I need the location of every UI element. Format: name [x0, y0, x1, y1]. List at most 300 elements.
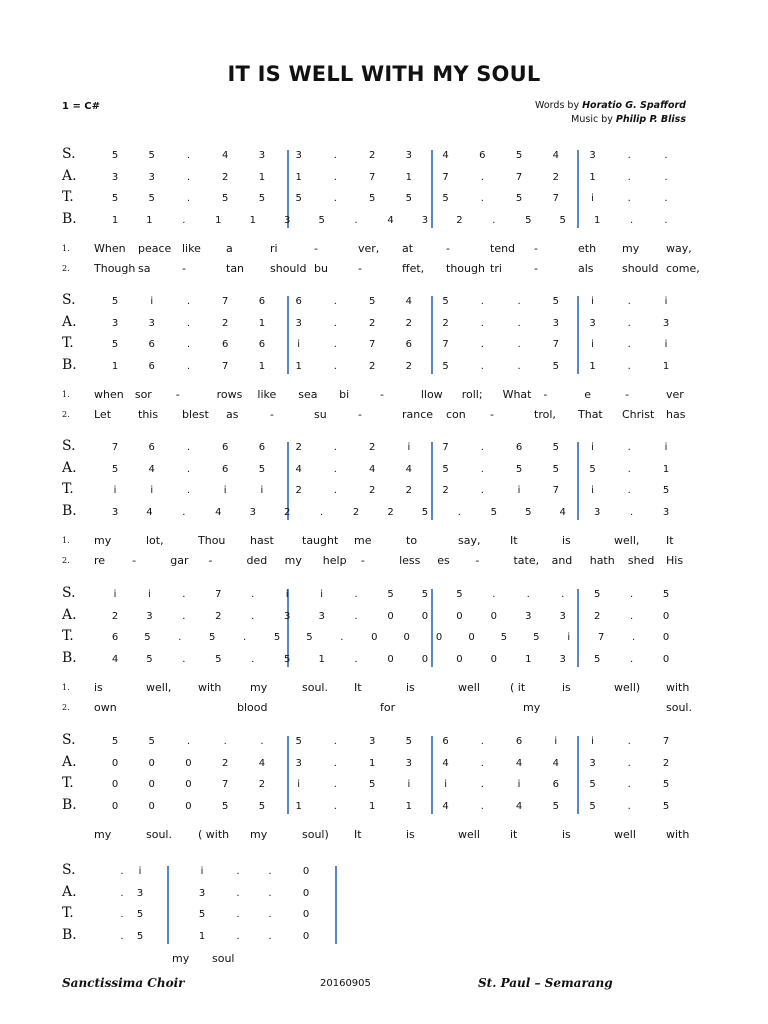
- lyric-syllable: taught: [302, 534, 339, 547]
- note: 3: [405, 150, 413, 161]
- note: .: [268, 887, 272, 899]
- note: .: [268, 909, 272, 920]
- note: 7: [442, 171, 449, 183]
- note: 4: [387, 214, 394, 226]
- footer-date: 20160905: [320, 978, 371, 989]
- lyric-syllable: way,: [666, 242, 692, 255]
- lyric-syllable: is: [562, 534, 571, 547]
- note: 6: [222, 463, 229, 475]
- note: .: [664, 214, 668, 226]
- note: 1: [368, 800, 376, 812]
- note: 0: [490, 653, 497, 665]
- note: 5: [222, 193, 229, 204]
- lyric-syllable: say,: [458, 534, 481, 547]
- note: 3: [295, 317, 302, 329]
- system-4: [0, 585, 768, 729]
- note: .: [182, 214, 186, 226]
- lyric-syllable: It: [510, 534, 518, 547]
- lyric-syllable: hath: [589, 554, 615, 567]
- note: i: [113, 589, 117, 600]
- note: .: [186, 193, 191, 204]
- note: 0: [148, 800, 155, 812]
- note: .: [333, 296, 337, 307]
- lyric-syllable: It: [354, 828, 362, 841]
- voice-label: T.: [62, 335, 74, 351]
- lyric-syllable: my: [94, 534, 112, 547]
- voice-label: T.: [62, 905, 74, 921]
- note: 0: [302, 866, 310, 877]
- note: 6: [222, 442, 229, 453]
- lyric-syllable: Though: [94, 262, 136, 275]
- lyric-syllable: a: [226, 242, 233, 255]
- lyric-syllable: less: [399, 554, 421, 567]
- lyric-syllable: ffet,: [402, 262, 425, 275]
- voice-label: B.: [62, 926, 77, 943]
- note: .: [251, 653, 255, 665]
- note: .: [627, 757, 631, 769]
- note: 4: [442, 800, 449, 812]
- note: 5: [552, 360, 559, 372]
- note: .: [354, 214, 358, 226]
- note: 2: [368, 360, 376, 372]
- note: i: [320, 589, 324, 600]
- key-signature: 1 = C#: [62, 101, 101, 112]
- note: 0: [185, 800, 192, 812]
- note: .: [517, 317, 521, 329]
- note: .: [664, 150, 668, 161]
- lyric-syllable: as: [226, 408, 239, 421]
- note: 5: [490, 506, 497, 518]
- note: 5: [258, 193, 266, 204]
- note: .: [333, 757, 337, 769]
- note: 5: [552, 463, 559, 475]
- lyric-syllable: well: [458, 681, 480, 694]
- note: 5: [442, 296, 449, 307]
- note: i: [138, 866, 142, 877]
- note: 4: [215, 506, 222, 518]
- lyric-syllable: my: [284, 554, 302, 567]
- lyric-syllable: own: [94, 701, 117, 714]
- note: .: [480, 779, 484, 790]
- voice-label: A.: [62, 606, 77, 623]
- note: i: [591, 296, 594, 307]
- note: 5: [258, 800, 266, 812]
- note: 3: [111, 171, 119, 183]
- note: 2: [593, 610, 601, 622]
- voice-label: T.: [62, 628, 74, 644]
- note: 5: [146, 653, 153, 665]
- note: 0: [302, 930, 310, 942]
- note: .: [629, 589, 634, 600]
- lyric-syllable: e: [584, 388, 592, 401]
- lyric-syllable: -: [625, 388, 630, 401]
- lyric-syllable: soul: [212, 952, 235, 965]
- page-title: IT IS WELL WITH MY SOUL: [227, 62, 541, 86]
- lyric-syllable: for: [380, 701, 396, 714]
- note: .: [629, 610, 634, 622]
- note: 3: [405, 757, 413, 769]
- note: .: [517, 360, 521, 372]
- lyric-syllable: tate,: [513, 554, 540, 567]
- note: 1: [198, 930, 206, 942]
- note: .: [627, 339, 631, 350]
- note: 0: [662, 653, 670, 665]
- note: 2: [258, 779, 266, 790]
- music-author: Philip P. Bliss: [615, 114, 686, 125]
- note: 5: [111, 463, 119, 475]
- note: .: [480, 757, 484, 769]
- note: 2: [552, 171, 559, 183]
- note: .: [268, 866, 272, 877]
- lyric-syllable: soul.: [666, 701, 692, 714]
- verse-number: 1.: [62, 536, 70, 545]
- system-5: [0, 732, 768, 876]
- note: .: [627, 779, 631, 790]
- note: 1: [318, 653, 325, 665]
- voice-label: A.: [62, 459, 77, 476]
- note: 3: [589, 317, 596, 329]
- note: i: [591, 736, 594, 747]
- credits: [535, 99, 686, 127]
- note: 3: [662, 317, 670, 329]
- note: 2: [368, 485, 376, 496]
- lyric-syllable: sea: [298, 388, 318, 401]
- note: 5: [387, 589, 394, 600]
- lyric-syllable: -: [208, 554, 213, 567]
- note: 5: [593, 653, 601, 665]
- note: 3: [148, 317, 155, 329]
- note: .: [186, 296, 191, 307]
- note: .: [333, 360, 337, 372]
- voice-label: B.: [62, 502, 77, 519]
- lyric-syllable: well: [458, 828, 480, 841]
- lyric-syllable: Christ: [622, 408, 655, 421]
- note: 0: [421, 653, 429, 665]
- note: .: [627, 463, 631, 475]
- note: i: [664, 339, 668, 350]
- note: 2: [352, 506, 360, 518]
- note: 0: [111, 757, 119, 769]
- lyric-syllable: hast: [250, 534, 274, 547]
- note: 1: [295, 360, 302, 372]
- note: .: [223, 736, 227, 747]
- lyric-syllable: ( with: [198, 828, 230, 841]
- note: 6: [111, 632, 119, 643]
- note: 5: [515, 150, 523, 161]
- note: 0: [148, 757, 155, 769]
- lyric-syllable: well,: [146, 681, 172, 694]
- verse-number: 2.: [62, 556, 70, 565]
- note: i: [148, 589, 151, 600]
- verse-number: 2.: [62, 264, 70, 273]
- lyric-syllable: soul.: [146, 828, 172, 841]
- lyric-syllable: my: [172, 952, 190, 965]
- lyric-syllable: rows: [216, 388, 243, 401]
- lyric-syllable: What: [502, 388, 532, 401]
- lyric-syllable: blest: [182, 408, 209, 421]
- note: 5: [368, 779, 376, 790]
- note: .: [333, 193, 337, 204]
- note: 4: [442, 757, 449, 769]
- note: .: [480, 360, 484, 372]
- note: 5: [552, 800, 559, 812]
- verse-number: 2.: [62, 703, 70, 712]
- note: 5: [515, 463, 523, 475]
- note: i: [517, 779, 521, 790]
- note: 5: [525, 214, 532, 226]
- note: .: [251, 610, 255, 622]
- music-credit: Music by Philip P. Bliss: [571, 114, 686, 125]
- note: .: [561, 589, 565, 600]
- note: .: [480, 736, 484, 747]
- note: .: [186, 339, 191, 350]
- note: .: [251, 589, 255, 600]
- lyric-syllable: sor: [134, 388, 152, 401]
- note: 6: [515, 442, 523, 453]
- note: 6: [405, 339, 413, 350]
- note: .: [243, 632, 247, 643]
- note: .: [629, 506, 634, 518]
- voice-label: A.: [62, 883, 77, 900]
- lyric-syllable: my: [622, 242, 640, 255]
- note: 4: [442, 150, 449, 161]
- note: 1: [593, 214, 601, 226]
- note: 1: [295, 800, 302, 812]
- note: 6: [258, 442, 266, 453]
- note: 1: [111, 360, 119, 372]
- note: 5: [593, 589, 601, 600]
- note: .: [333, 339, 337, 350]
- words-author: Horatio G. Spafford: [582, 100, 686, 111]
- lyric-syllable: ver: [666, 388, 684, 401]
- lyric-syllable: with: [666, 681, 690, 694]
- voice-label: B.: [62, 796, 77, 813]
- note: 4: [405, 463, 413, 475]
- note: 3: [284, 214, 291, 226]
- voice-label: A.: [62, 313, 77, 330]
- note: .: [480, 442, 484, 453]
- note: i: [407, 442, 411, 453]
- note: 1: [258, 360, 266, 372]
- note: 3: [148, 171, 155, 183]
- note: 5: [515, 193, 523, 204]
- note: 5: [258, 463, 266, 475]
- voice-label: A.: [62, 167, 77, 184]
- note: 7: [662, 736, 670, 747]
- lyric-syllable: It: [666, 534, 674, 547]
- note: 5: [111, 193, 119, 204]
- note: .: [627, 296, 631, 307]
- note: 7: [552, 339, 559, 350]
- note: 5: [421, 589, 429, 600]
- lyric-syllable: -: [534, 242, 538, 255]
- note: 5: [111, 296, 119, 307]
- lyric-syllable: well): [614, 681, 641, 694]
- note: 1: [525, 653, 532, 665]
- note: .: [186, 736, 191, 747]
- note: 5: [284, 653, 291, 665]
- lyric-syllable: well: [614, 828, 636, 841]
- voice-label: T.: [62, 775, 74, 791]
- note: i: [554, 736, 558, 747]
- note: .: [492, 214, 496, 226]
- note: .: [236, 887, 240, 899]
- note: .: [517, 296, 521, 307]
- note: .: [333, 463, 337, 475]
- note: 1: [589, 171, 596, 183]
- lyric-syllable: soul): [302, 828, 329, 841]
- lyric-syllable: peace: [138, 242, 172, 255]
- note: 1: [146, 214, 153, 226]
- note: .: [627, 800, 631, 812]
- note: 3: [295, 757, 302, 769]
- note: .: [627, 150, 631, 161]
- lyric-syllable: -: [490, 408, 494, 421]
- note: 0: [456, 610, 463, 622]
- lyric-syllable: llow: [420, 388, 443, 401]
- lyric-syllable: ded: [246, 554, 268, 567]
- lyric-syllable: ver,: [358, 242, 380, 255]
- note: 3: [421, 214, 429, 226]
- note: i: [517, 485, 521, 496]
- verse-number: 1.: [62, 683, 70, 692]
- lyric-syllable: tan: [226, 262, 245, 275]
- voice-label: T.: [62, 481, 74, 497]
- verse-number: 1.: [62, 390, 70, 399]
- note: 5: [442, 463, 449, 475]
- note: 3: [559, 610, 566, 622]
- lyric-syllable: Thou: [198, 534, 226, 547]
- note: .: [492, 589, 496, 600]
- lyric-syllable: It: [354, 681, 362, 694]
- voice-label: S.: [62, 438, 76, 454]
- lyric-syllable: with: [198, 681, 222, 694]
- note: 3: [111, 506, 119, 518]
- note: 2: [222, 317, 229, 329]
- lyric-syllable: -: [380, 388, 384, 401]
- lyric-syllable: -: [175, 388, 180, 401]
- lyric-syllable: -: [132, 554, 137, 567]
- note: .: [480, 485, 484, 496]
- note: 3: [258, 150, 266, 161]
- lyric-syllable: to: [406, 534, 418, 547]
- lyric-syllable: When: [94, 242, 126, 255]
- note: 1: [405, 171, 413, 183]
- lyric-syllable: and: [551, 554, 573, 567]
- note: i: [113, 485, 117, 496]
- note: 5: [306, 632, 313, 643]
- note: .: [480, 800, 484, 812]
- note: 5: [111, 339, 119, 350]
- lyric-syllable: this: [138, 408, 159, 421]
- note: 5: [405, 736, 413, 747]
- note: .: [333, 800, 337, 812]
- lyric-syllable: That: [578, 408, 603, 421]
- note: 0: [111, 800, 119, 812]
- lyric-syllable: gar: [170, 554, 189, 567]
- note: .: [627, 442, 631, 453]
- note: i: [150, 485, 154, 496]
- note: 1: [215, 214, 222, 226]
- note: 5: [148, 736, 155, 747]
- note: 6: [222, 339, 229, 350]
- note: 2: [442, 317, 449, 329]
- note: 3: [146, 610, 153, 622]
- note: 5: [368, 193, 376, 204]
- note: 7: [222, 779, 229, 790]
- lyric-syllable: trol,: [534, 408, 556, 421]
- note: 4: [515, 757, 523, 769]
- voice-label: A.: [62, 753, 77, 770]
- note: .: [320, 506, 324, 518]
- note: .: [664, 193, 668, 204]
- words-credit: Words by Horatio G. Spafford: [535, 100, 686, 111]
- lyric-syllable: su: [314, 408, 327, 421]
- note: 5: [533, 632, 540, 643]
- note: .: [457, 506, 461, 518]
- note: .: [186, 485, 191, 496]
- lyric-syllable: come,: [666, 262, 700, 275]
- note: .: [480, 339, 484, 350]
- note: 3: [559, 653, 566, 665]
- note: 7: [111, 442, 119, 453]
- lyric-syllable: like: [182, 242, 201, 255]
- lyric-syllable: -: [270, 408, 274, 421]
- note: .: [631, 632, 636, 643]
- note: 0: [111, 779, 119, 790]
- note: i: [591, 193, 594, 204]
- note: 5: [589, 800, 596, 812]
- note: 6: [515, 736, 523, 747]
- note: 0: [302, 887, 310, 899]
- note: 3: [295, 150, 302, 161]
- note: .: [526, 589, 530, 600]
- note: i: [444, 779, 447, 790]
- lyric-syllable: my: [250, 681, 268, 694]
- note: .: [120, 930, 124, 942]
- note: .: [186, 442, 191, 453]
- lyric-syllable: -: [358, 262, 362, 275]
- lyric-syllable: als: [578, 262, 594, 275]
- lyric-syllable: -: [543, 388, 548, 401]
- note: 3: [525, 610, 532, 622]
- voice-label: B.: [62, 356, 77, 373]
- voice-label: B.: [62, 210, 77, 227]
- verse-number: 2.: [62, 410, 70, 419]
- note: .: [627, 317, 631, 329]
- lyric-syllable: is: [562, 681, 571, 694]
- note: 2: [405, 485, 413, 496]
- lyric-syllable: at: [402, 242, 414, 255]
- lyric-syllable: re: [94, 554, 106, 567]
- note: .: [186, 171, 191, 183]
- note: 7: [368, 339, 376, 350]
- note: 1: [258, 317, 266, 329]
- note: 5: [662, 485, 670, 496]
- note: 4: [148, 463, 155, 475]
- note: 3: [318, 610, 325, 622]
- note: 7: [368, 171, 376, 183]
- note: .: [236, 930, 240, 942]
- voice-label: S.: [62, 585, 76, 601]
- note: 2: [368, 317, 376, 329]
- note: i: [591, 339, 594, 350]
- note: 5: [222, 800, 229, 812]
- lyric-syllable: soul.: [302, 681, 328, 694]
- note: .: [333, 485, 337, 496]
- note: 0: [185, 779, 192, 790]
- note: .: [664, 171, 668, 183]
